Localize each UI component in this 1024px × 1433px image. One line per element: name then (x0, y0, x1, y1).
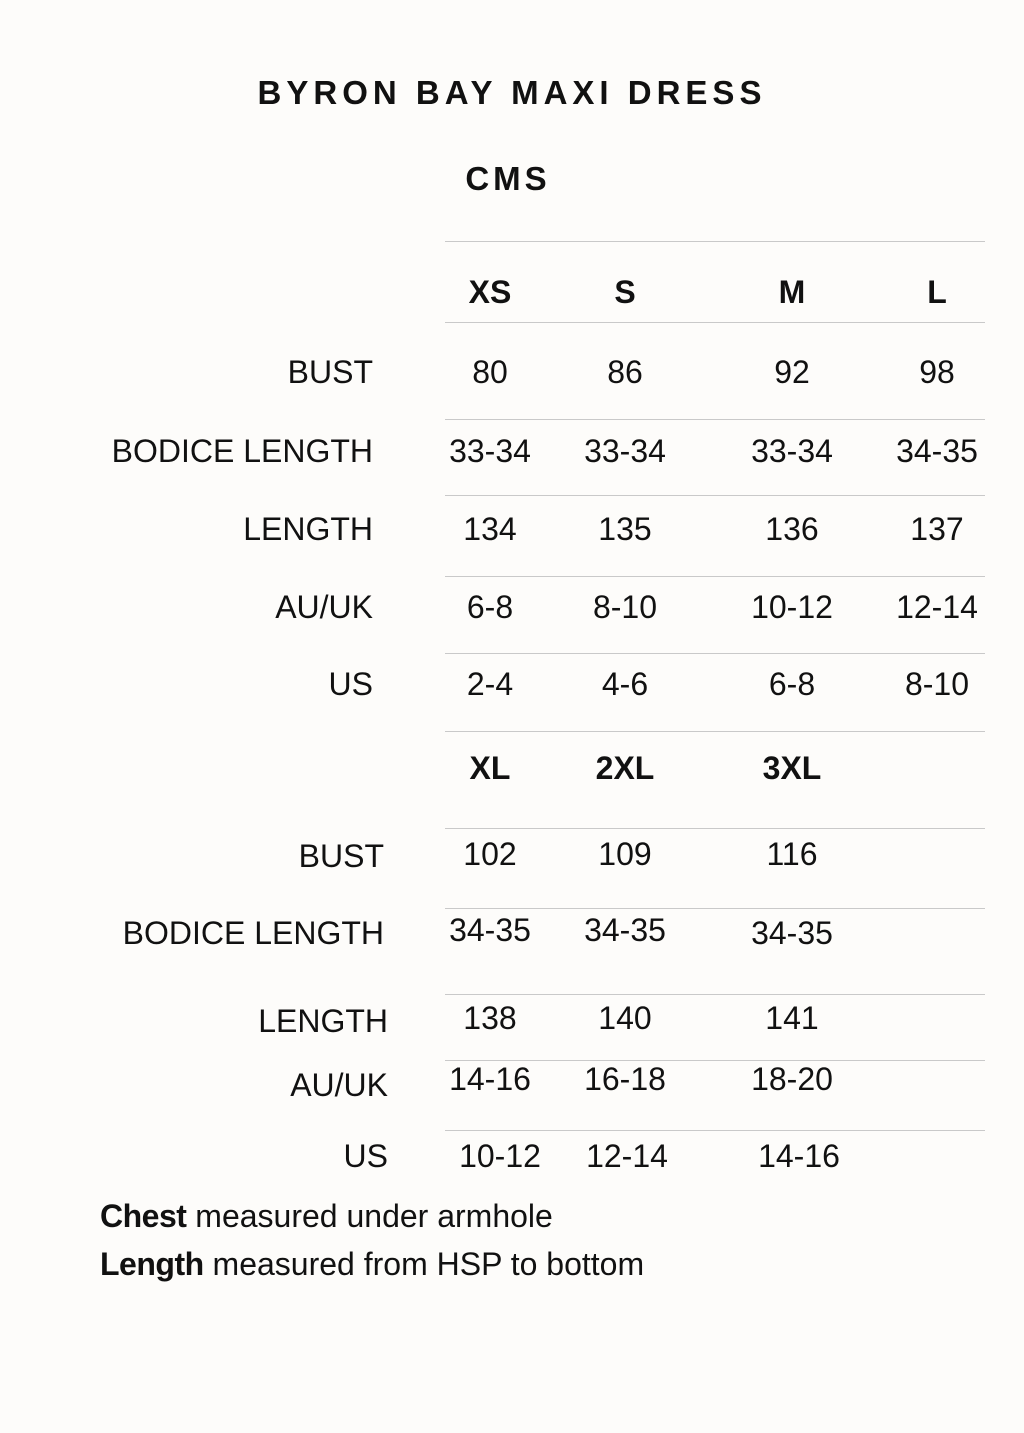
table-rule (445, 576, 985, 577)
table-cell: 8-10 (592, 589, 658, 625)
size-header-3xl: 3XL (762, 750, 822, 786)
table-cell: 140 (598, 1000, 652, 1036)
table-cell: 109 (598, 836, 652, 872)
table-cell: 34-35 (751, 915, 833, 951)
size-header-s: S (614, 274, 636, 310)
table-cell: 102 (463, 836, 517, 872)
table-cell: 12-14 (896, 589, 978, 625)
size-header-xs: XS (468, 274, 512, 310)
table-cell: 135 (598, 511, 652, 547)
table-cell: 14-16 (758, 1138, 840, 1174)
table-cell: 18-20 (751, 1061, 833, 1097)
table-rule (445, 322, 985, 323)
note-term: Chest (100, 1198, 187, 1234)
table-cell: 34-35 (584, 912, 666, 948)
row-label-bodice-length: BODICE LENGTH (122, 915, 384, 951)
table-cell: 98 (919, 354, 955, 390)
table-rule (445, 908, 985, 909)
note-length (100, 1246, 644, 1283)
table-rule (445, 495, 985, 496)
unit-heading: CMS (465, 160, 551, 197)
table-rule (445, 419, 985, 420)
note-chest (100, 1198, 553, 1235)
note-term: Length (100, 1246, 204, 1282)
table-cell: 86 (607, 354, 643, 390)
table-cell: 34-35 (896, 433, 978, 469)
table-cell: 12-14 (586, 1138, 668, 1174)
table-rule (445, 828, 985, 829)
table-cell: 141 (765, 1000, 819, 1036)
row-label-us: US (328, 666, 373, 702)
table-cell: 136 (765, 511, 819, 547)
table-cell: 138 (463, 1000, 517, 1036)
table-rule (445, 994, 985, 995)
table-cell: 6-8 (466, 589, 514, 625)
table-cell: 33-34 (751, 433, 833, 469)
row-label-bust: BUST (287, 354, 373, 390)
table-cell: 34-35 (449, 912, 531, 948)
row-label-bust: BUST (298, 838, 384, 874)
note-text: measured under armhole (186, 1198, 553, 1234)
table-cell: 6-8 (768, 666, 816, 702)
table-cell: 80 (472, 354, 508, 390)
table-rule (445, 731, 985, 732)
row-label-length: LENGTH (243, 511, 373, 547)
row-label-bodice-length: BODICE LENGTH (111, 433, 373, 469)
size-header-l: L (927, 274, 947, 310)
table-cell: 33-34 (584, 433, 666, 469)
table-rule (445, 653, 985, 654)
row-label-au-uk: AU/UK (290, 1067, 388, 1103)
table-cell: 92 (774, 354, 810, 390)
size-header-xl: XL (469, 750, 511, 786)
table-cell: 10-12 (459, 1138, 541, 1174)
table-cell: 10-12 (751, 589, 833, 625)
size-header-2xl: 2XL (595, 750, 655, 786)
row-label-length: LENGTH (258, 1003, 388, 1039)
table-cell: 16-18 (584, 1061, 666, 1097)
table-cell: 4-6 (601, 666, 649, 702)
table-cell: 134 (463, 511, 517, 547)
row-label-us: US (343, 1138, 388, 1174)
row-label-au-uk: AU/UK (275, 589, 373, 625)
size-header-m: M (778, 274, 806, 310)
table-rule (445, 241, 985, 242)
page-title: BYRON BAY MAXI DRESS (257, 74, 767, 111)
table-cell: 33-34 (449, 433, 531, 469)
table-cell: 14-16 (449, 1061, 531, 1097)
table-cell: 8-10 (904, 666, 970, 702)
table-cell: 137 (910, 511, 964, 547)
table-cell: 116 (766, 836, 818, 872)
table-rule (445, 1130, 985, 1131)
table-cell: 2-4 (466, 666, 514, 702)
note-text: measured from HSP to bottom (203, 1246, 645, 1282)
